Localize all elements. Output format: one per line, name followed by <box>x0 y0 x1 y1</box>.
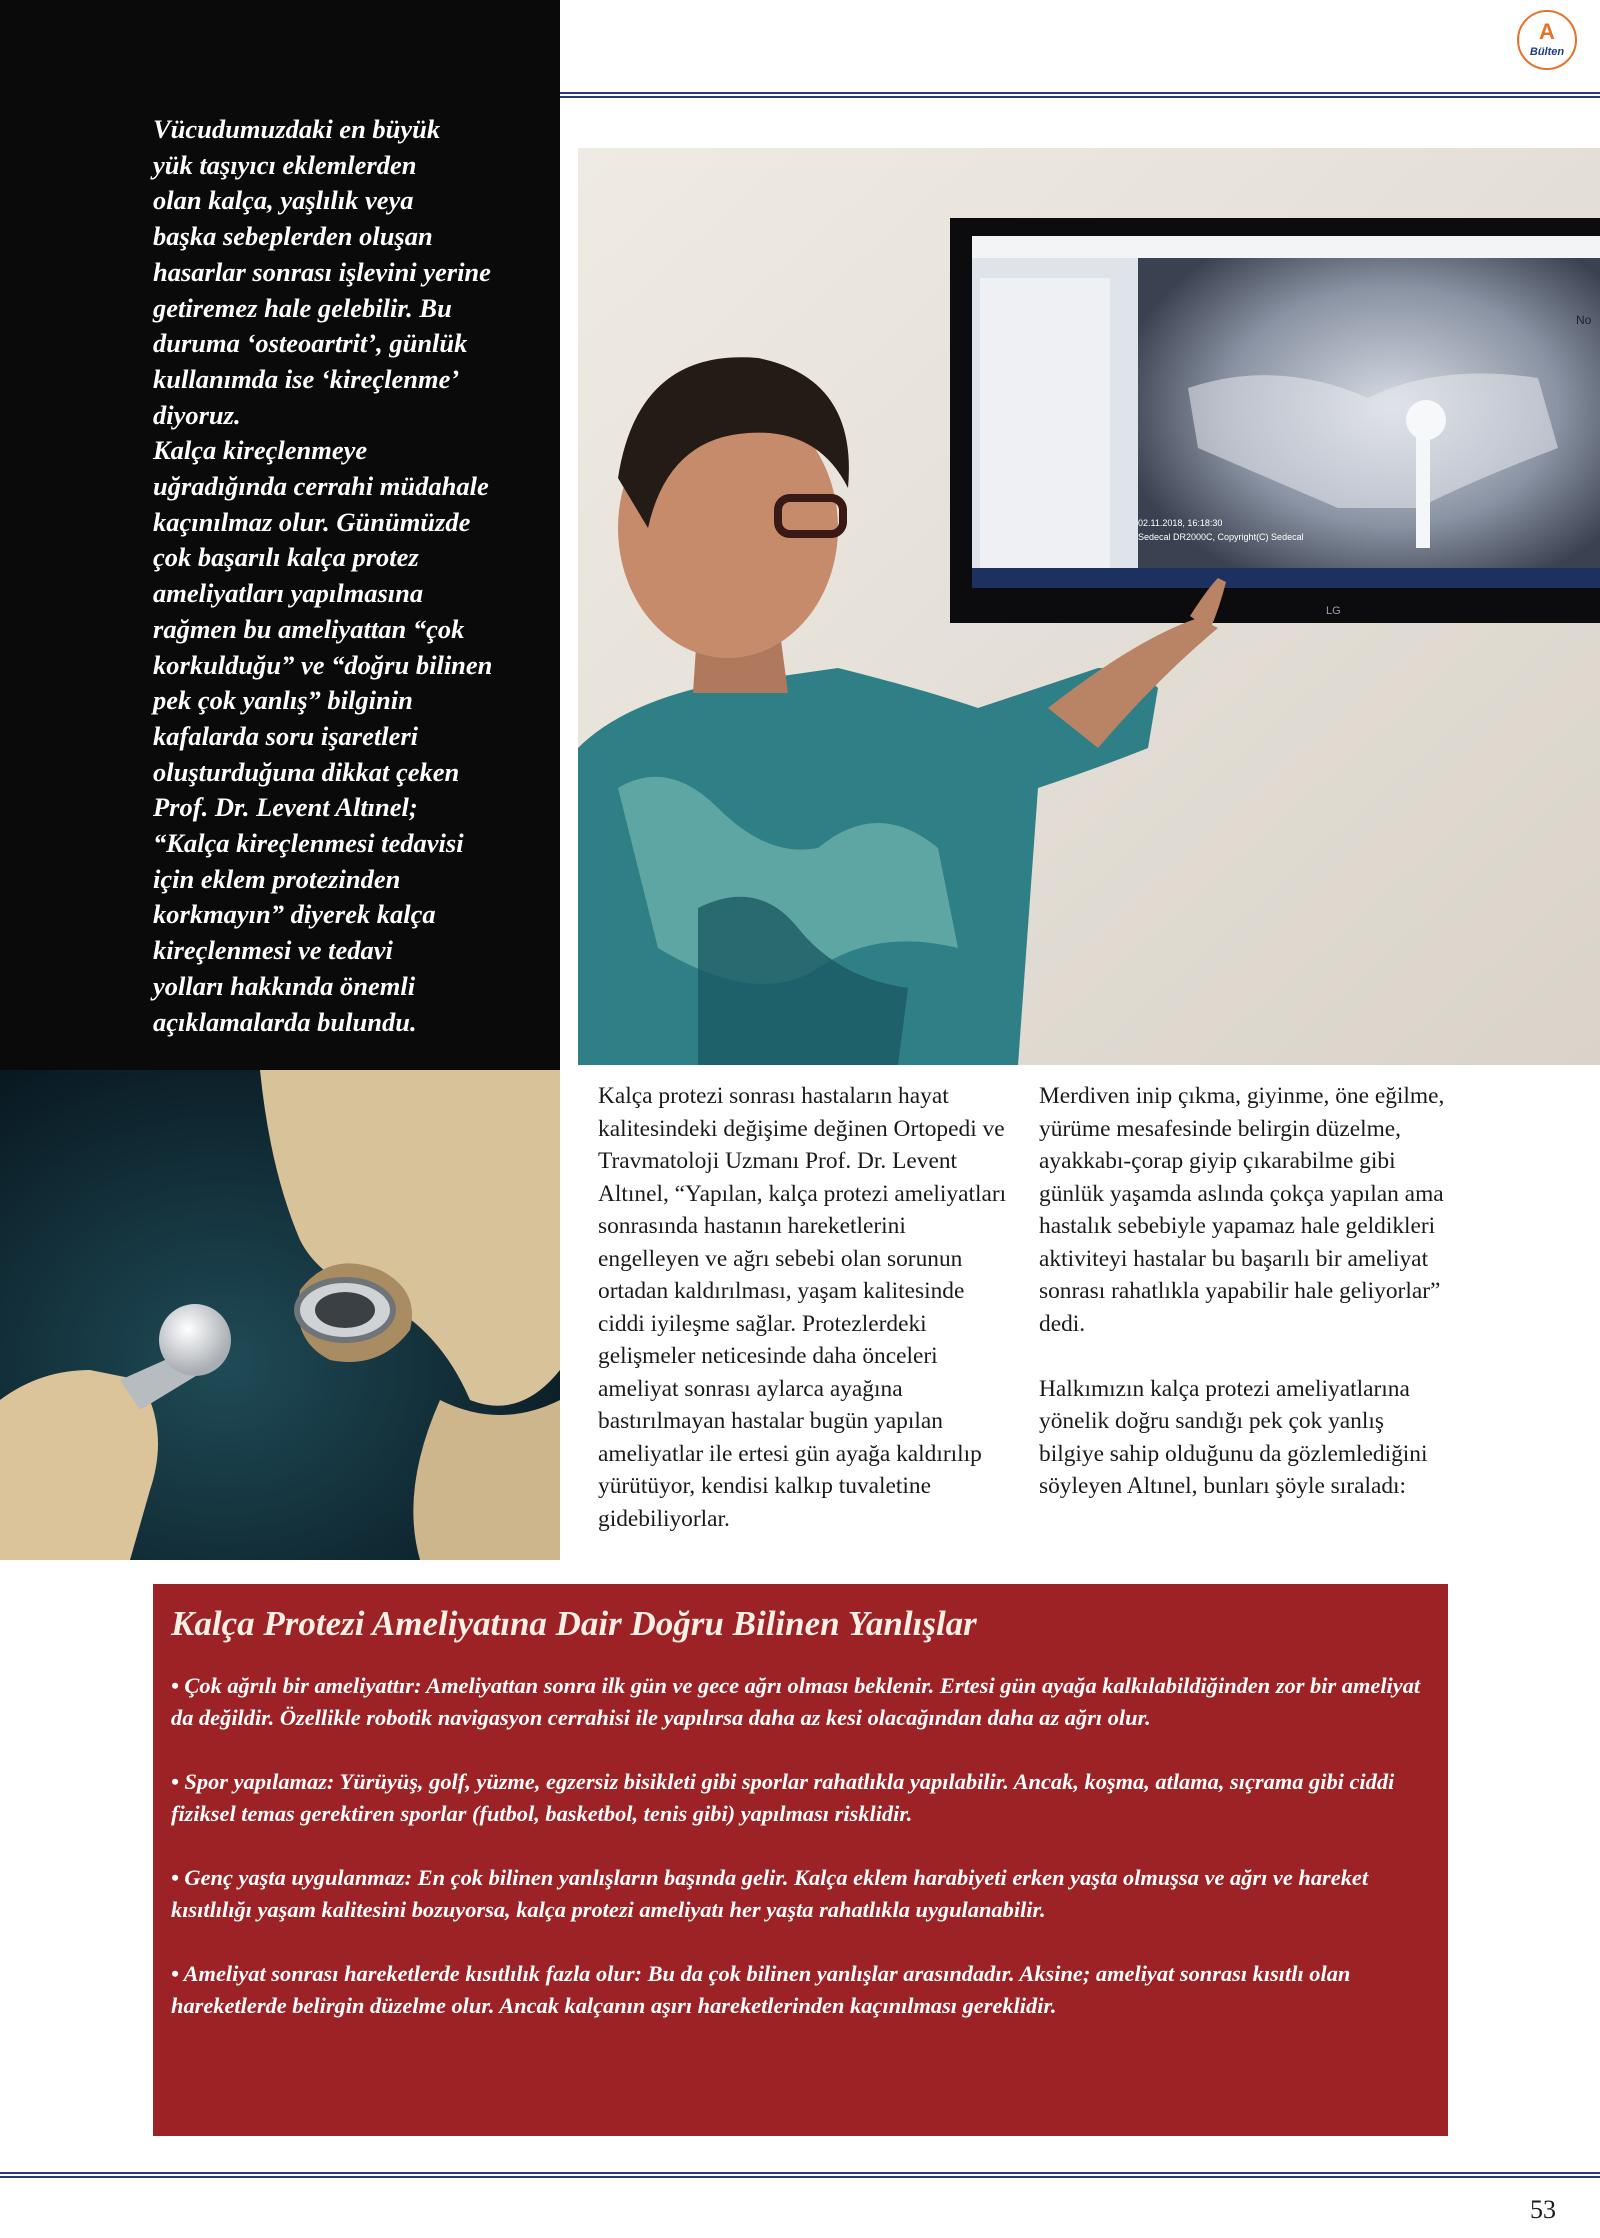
column-paragraph: Merdiven inip çıkma, giyinme, öne eğilme, yürüme mesafesinde belirgin düzelme, ayakkabı-çorap giyip çıkarabilme gibi günlük yaşamda aslında çokça yapılan ama hastalık sebebiyle yapamaz hale geldikleri aktiviteyi hastalar bu başarılı bir ameliyat sonrası rahatlıkla yapabilir hale geliyorlar” dedi. <box>1039 1083 1445 1337</box>
screen-device: Sedecal DR2000C, Copyright(C) Sedecal <box>1138 532 1304 542</box>
column-paragraph: Halkımızın kalça protezi ameliyatlarına yönelik doğru sandığı pek çok yanlış bilgiye sahip olduğunu da gözlemlediğini söyleyen Altınel, bunları şöyle sıraladı: <box>1039 1375 1428 1499</box>
doctor-xray-photo <box>578 148 1600 1065</box>
myth-item: • Spor yapılamaz: Yürüyüş, golf, yüzme, egzersiz bisikleti gibi sporlar rahatlıkla yapılabilir. Ancak, koşma, atlama, sıçrama gibi ciddi fiziksel temas gerektiren sporlar (futbol, basketbol, tenis gibi) yapılması risklidir. <box>171 1769 1395 1826</box>
top-rule <box>560 92 1600 98</box>
hip-prosthesis-image <box>0 1070 560 1560</box>
logo-text: Bülten <box>1529 46 1565 58</box>
doctor-xray-illustration <box>578 148 1600 1065</box>
hip-prosthesis-illustration <box>0 1070 560 1560</box>
myths-box <box>153 1584 1448 2136</box>
bottom-rule <box>0 2172 1600 2178</box>
myths-box-title: Kalça Protezi Ameliyatına Dair Doğru Bilinen Yanlışlar <box>171 1604 977 1643</box>
article-column-left <box>598 1080 1013 1535</box>
logo-mark: A <box>1539 19 1555 44</box>
page-number: 53 <box>1530 2195 1556 2224</box>
myth-item: • Genç yaşta uygulanmaz: En çok bilinen yanlışların başında gelir. Kalça eklem harabiyeti erken yaşta olmuşsa ve ağrı ve hareket kısıtlılığı yaşam kalitesini bozuyorsa, kalça protezi ameliyatı her yaşta rahatlıkla uygulanabilir. <box>171 1865 1369 1922</box>
myth-item: • Ameliyat sonrası hareketlerde kısıtlılık fazla olur: Bu da çok bilinen yanlışlar arasındadır. Aksine; ameliyat sonrası kısıtlı olan hareketlerde belirgin düzelme olur. Ancak kalçanın aşırı hareketlerinden kaçınılması gereklidir. <box>171 1961 1351 2018</box>
screen-timestamp: 02.11.2018, 16:18:30 <box>1138 518 1223 528</box>
column-paragraph: Kalça protezi sonrası hastaların hayat kalitesindeki değişime değinen Ortopedi ve Travmatoloji Uzmanı Prof. Dr. Levent Altınel, “Yapılan, kalça protezi ameliyatları sonrasında hastanın hareketlerini engelleyen ve ağrı sebebi olan sorunun ortadan kaldırılması, yaşam kalitesinde ciddi iyileşme sağlar. Protezlerdeki gelişmeler neticesinde daha önceleri ameliyat sonrası aylarca ayağına bastırılmayan hastalar bugün yapılan ameliyatlar ile ertesi gün ayağa kaldırılıp yürütüyor, kendisi kalkıp tuvaletine gidebiliyorlar. <box>598 1083 1007 1532</box>
myth-item: • Çok ağrılı bir ameliyattır: Ameliyattan sonra ilk gün ve gece ağrı olması beklenir. Ertesi gün ayağa kalkılabildiğinden zor bir ameliyat da değildir. Özellikle robotik navigasyon cerrahisi ile yapılırsa daha az kesi olacağından daha az ağrı olur. <box>171 1673 1421 1730</box>
screen-corner: No <box>1576 313 1592 327</box>
bulten-logo <box>1517 10 1577 70</box>
tv-brand: LG <box>1326 605 1341 617</box>
article-column-right <box>1039 1080 1454 1503</box>
intro-text: Vücudumuzdaki en büyük yük taşıyıcı eklemlerden olan kalça, yaşlılık veya başka sebeplerden oluşan hasarlar sonrası işlevini yerine getiremez hale gelebilir. Bu duruma ‘osteoartrit’, günlük kullanımda ise ‘kireçlenme’ diyoruz. Kalça kireçlenmeye uğradığında cerrahi müdahale kaçınılmaz olur. Günümüzde çok başarılı kalça protez ameliyatları yapılmasına rağmen bu ameliyattan “çok korkulduğu” ve “doğru bilinen pek çok yanlış” bilginin kafalarda soru işaretleri oluşturduğuna dikkat çeken Prof. Dr. Levent Altınel; “Kalça kireçlenmesi tedavisi için eklem protezinden korkmayın” diyerek kalça kireçlenmesi ve tedavi yolları hakkında önemli açıklamalarda bulundu. <box>153 114 493 1037</box>
